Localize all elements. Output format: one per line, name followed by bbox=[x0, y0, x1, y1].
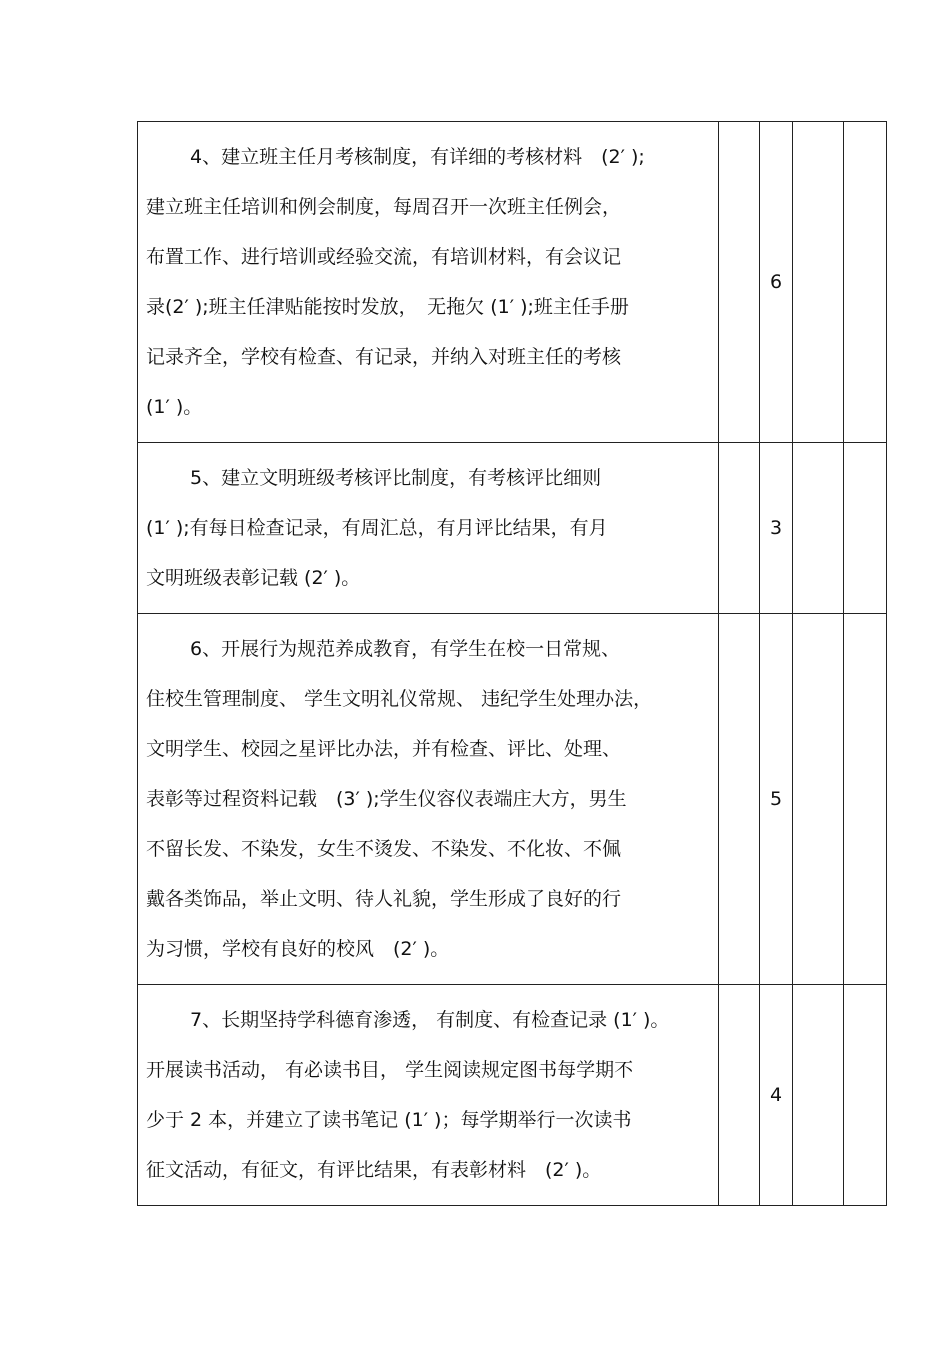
empty-cell bbox=[719, 614, 760, 985]
criteria-description bbox=[138, 985, 719, 1206]
table-row bbox=[138, 443, 887, 614]
criteria-line: 不留长发、不染发，女生不烫发、不染发、不化妆、不佩 bbox=[146, 838, 622, 860]
criteria-line: 文明学生、校园之星评比办法，并有检查、评比、处理、 bbox=[146, 738, 622, 760]
empty-cell bbox=[719, 122, 760, 443]
criteria-line: 表彰等过程资料记载 (3′ );学生仪容仪表端庄大方，男生 bbox=[146, 788, 627, 810]
empty-cell bbox=[793, 443, 844, 614]
score-cell: 5 bbox=[760, 614, 793, 985]
criteria-line: 为习惯，学校有良好的校风 (2′ )。 bbox=[146, 938, 450, 960]
empty-cell bbox=[844, 985, 887, 1206]
empty-cell bbox=[719, 443, 760, 614]
criteria-description bbox=[138, 614, 719, 985]
criteria-line: 开展读书活动， 有必读书目， 学生阅读规定图书每学期不 bbox=[146, 1059, 634, 1081]
empty-cell bbox=[793, 122, 844, 443]
score-cell: 6 bbox=[760, 122, 793, 443]
criteria-description bbox=[138, 443, 719, 614]
criteria-line: 文明班级表彰记载 (2′ )。 bbox=[146, 567, 361, 589]
criteria-line: 征文活动，有征文，有评比结果，有表彰材料 (2′ )。 bbox=[146, 1159, 602, 1181]
criteria-line: 4、建立班主任月考核制度，有详细的考核材料 (2′ ); bbox=[190, 146, 645, 168]
criteria-line: 建立班主任培训和例会制度，每周召开一次班主任例会， bbox=[146, 196, 622, 218]
empty-cell bbox=[844, 614, 887, 985]
criteria-line: 住校生管理制度、 学生文明礼仪常规、 违纪学生处理办法， bbox=[146, 688, 653, 710]
evaluation-table bbox=[137, 121, 887, 1206]
empty-cell bbox=[844, 443, 887, 614]
criteria-line: (1′ );有每日检查记录，有周汇总，有月评比结果，有月 bbox=[146, 517, 608, 539]
criteria-description bbox=[138, 122, 719, 443]
criteria-line: 6、开展行为规范养成教育，有学生在校一日常规、 bbox=[190, 638, 621, 660]
empty-cell bbox=[719, 985, 760, 1206]
criteria-line: 录(2′ );班主任津贴能按时发放， 无拖欠 (1′ );班主任手册 bbox=[146, 296, 629, 318]
empty-cell bbox=[793, 985, 844, 1206]
criteria-line: 5、建立文明班级考核评比制度，有考核评比细则 bbox=[190, 467, 602, 489]
criteria-line: 少于 2 本，并建立了读书笔记 (1′ )；每学期举行一次读书 bbox=[146, 1109, 632, 1131]
criteria-line: 7、长期坚持学科德育渗透， 有制度、有检查记录 (1′ )。 bbox=[190, 1009, 670, 1031]
score-cell: 4 bbox=[760, 985, 793, 1206]
table-row bbox=[138, 614, 887, 985]
table-row bbox=[138, 985, 887, 1206]
criteria-line: 布置工作、进行培训或经验交流，有培训材料，有会议记 bbox=[146, 246, 622, 268]
empty-cell bbox=[844, 122, 887, 443]
criteria-line: (1′ )。 bbox=[146, 396, 203, 418]
criteria-line: 戴各类饰品，举止文明、待人礼貌，学生形成了良好的行 bbox=[146, 888, 622, 910]
table-row bbox=[138, 122, 887, 443]
criteria-line: 记录齐全，学校有检查、有记录，并纳入对班主任的考核 bbox=[146, 346, 622, 368]
empty-cell bbox=[793, 614, 844, 985]
score-cell: 3 bbox=[760, 443, 793, 614]
